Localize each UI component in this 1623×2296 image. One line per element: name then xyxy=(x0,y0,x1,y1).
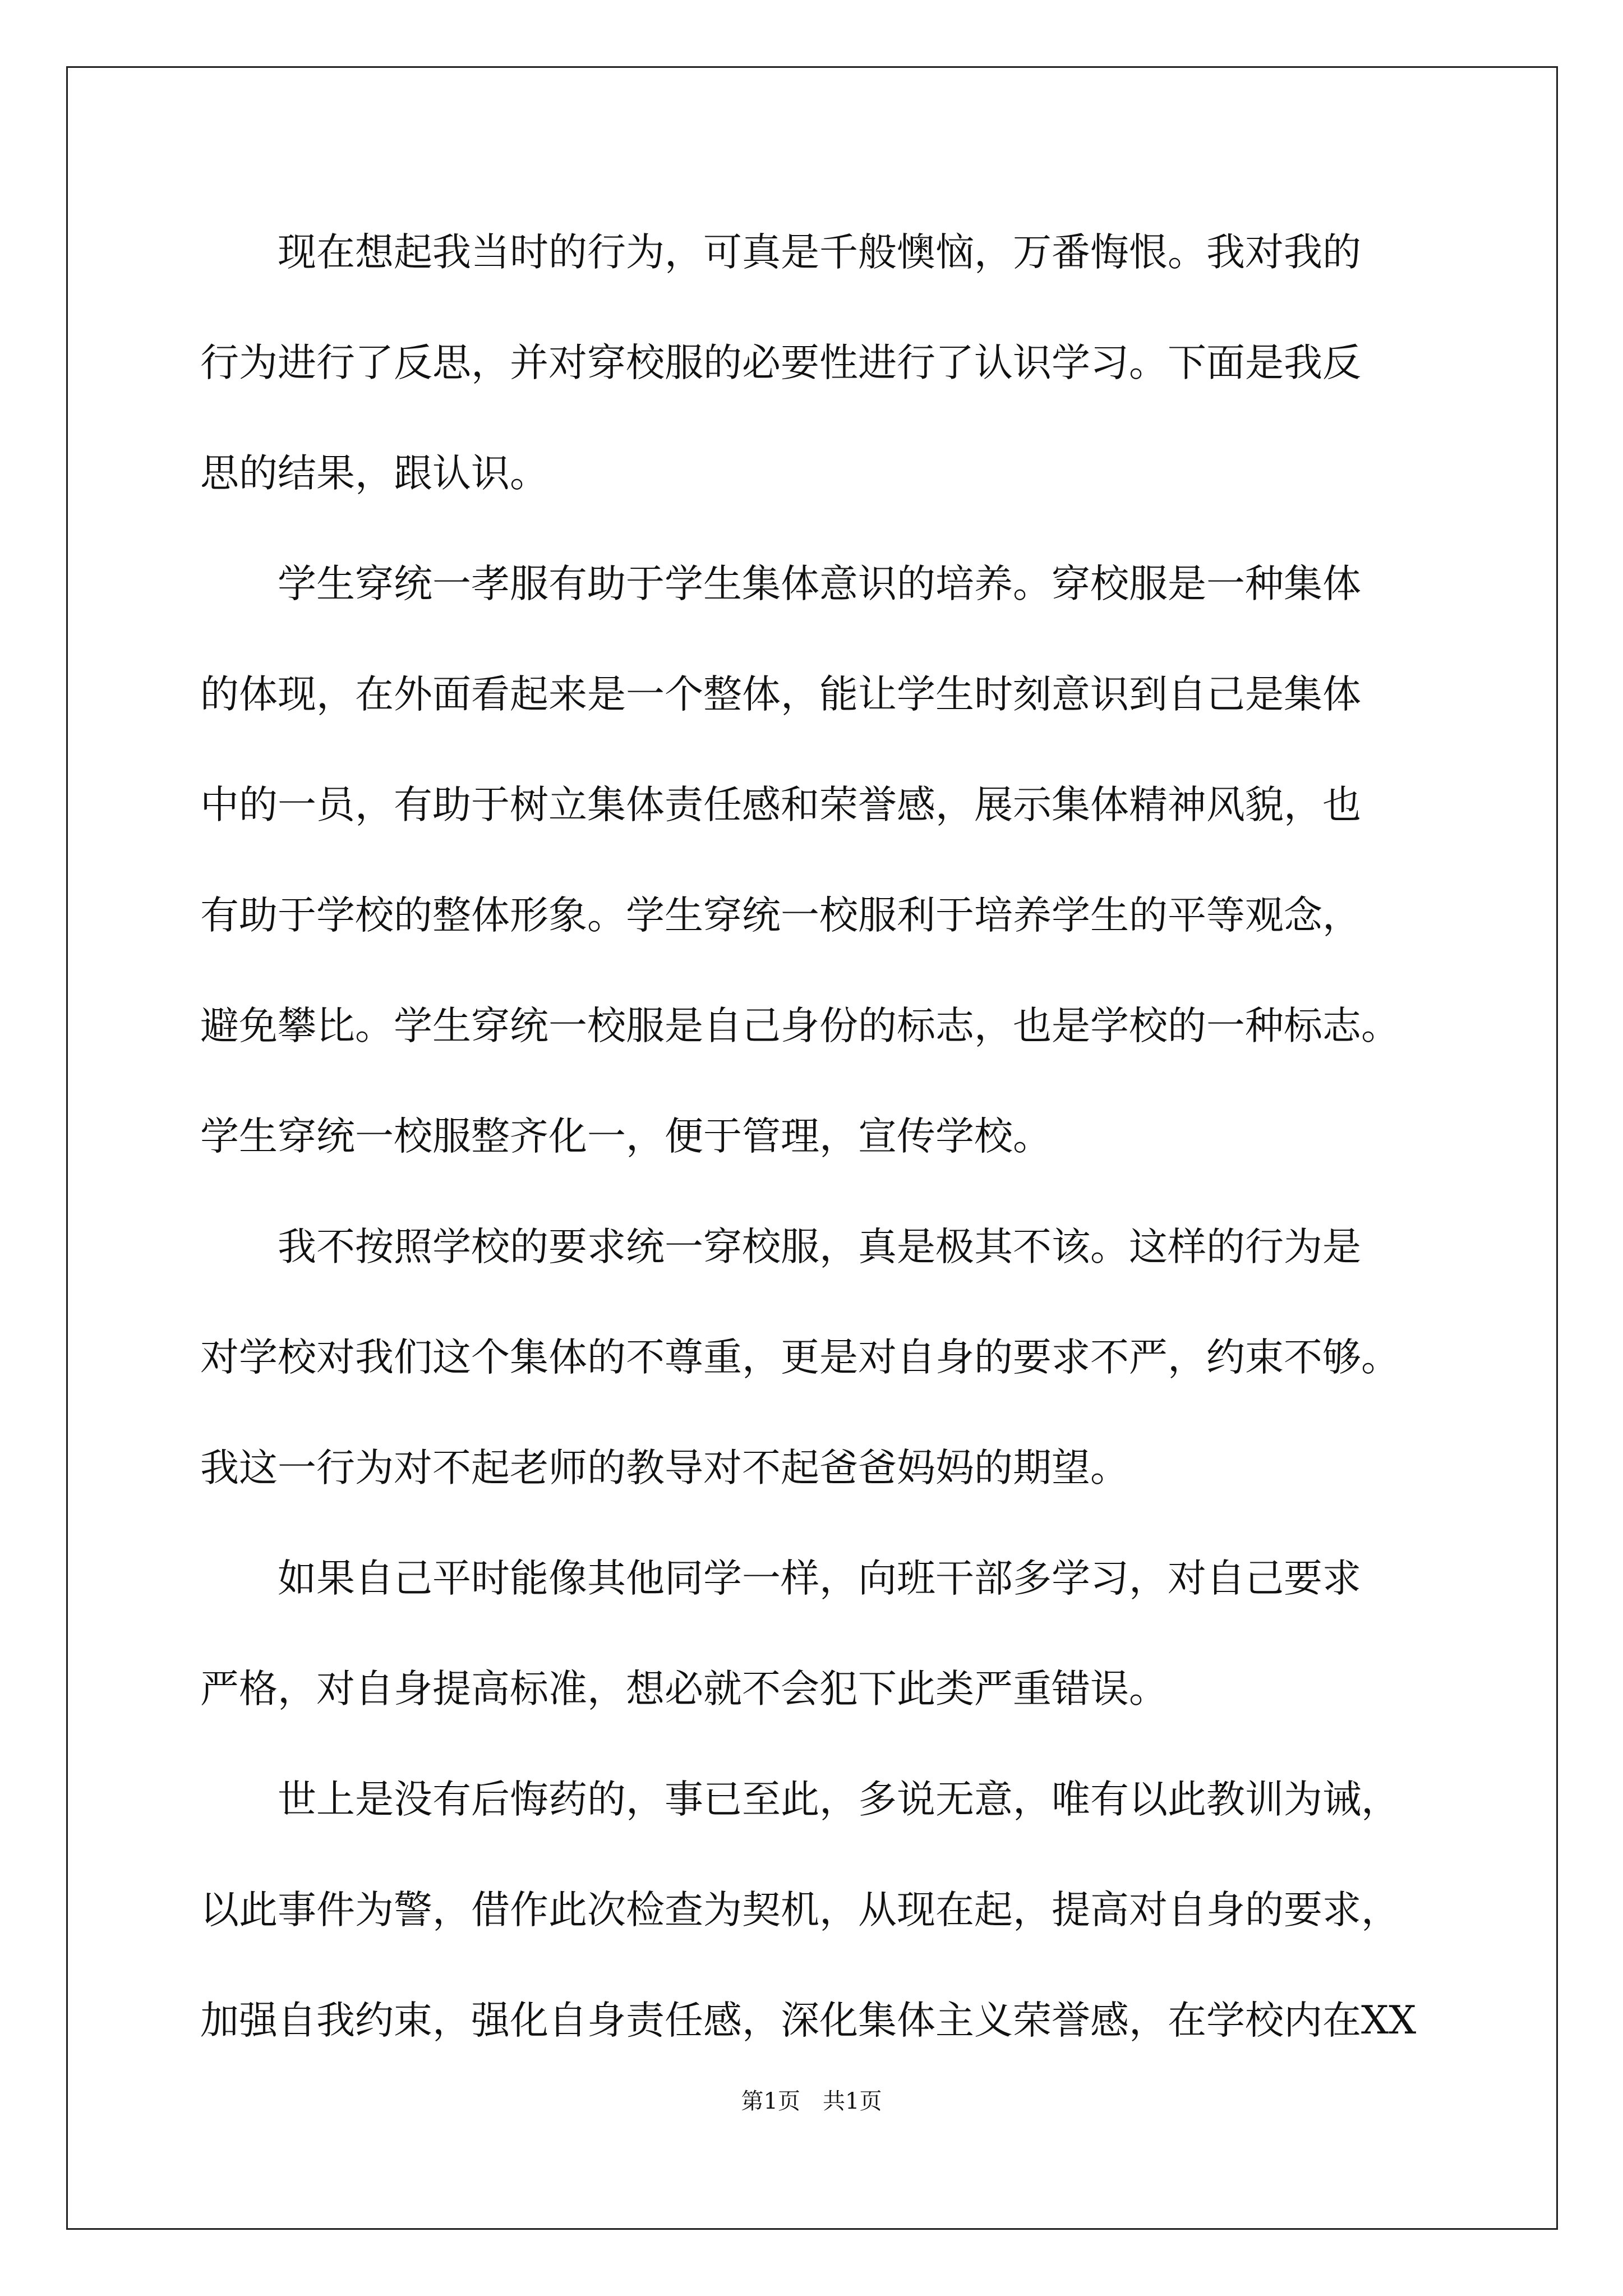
text-line: 如果自己平时能像其他同学一样，向班干部多学习，对自己要求 xyxy=(200,1556,1361,1601)
text-line: 学生穿统一校服整齐化一，便于管理，宣传学校。 xyxy=(200,1114,1052,1159)
text-line: 学生穿统一孝服有助于学生集体意识的培养。穿校服是一种集体 xyxy=(200,562,1361,606)
text-line: 有助于学校的整体形象。学生穿统一校服利于培养学生的平等观念， xyxy=(200,893,1361,938)
text-line: 我不按照学校的要求统一穿校服，真是极其不该。这样的行为是 xyxy=(200,1225,1361,1269)
text-line: 严格，对自身提高标准，想必就不会犯下此类严重错误。 xyxy=(200,1667,1168,1711)
text-line: 加强自我约束，强化自身责任感，深化集体主义荣誉感，在学校内在XX xyxy=(200,1998,1417,2043)
page-number-footer: 第1页 共1页 xyxy=(741,2088,882,2114)
text-line: 的体现，在外面看起来是一个整体，能让学生时刻意识到自己是集体 xyxy=(200,672,1361,717)
text-line: 行为进行了反思，并对穿校服的必要性进行了认识学习。下面是我反 xyxy=(200,341,1361,385)
text-line: 避免攀比。学生穿统一校服是自己身份的标志，也是学校的一种标志。 xyxy=(200,1004,1400,1048)
text-line: 现在想起我当时的行为，可真是千般懊恼，万番悔恨。我对我的 xyxy=(200,230,1361,275)
text-line: 中的一员，有助于树立集体责任感和荣誉感，展示集体精神风貌，也 xyxy=(200,783,1361,827)
text-line: 对学校对我们这个集体的不尊重，更是对自身的要求不严，约束不够。 xyxy=(200,1335,1400,1380)
text-line: 以此事件为警，借作此次检查为契机，从现在起，提高对自身的要求， xyxy=(200,1888,1400,1932)
text-line: 我这一行为对不起老师的教导对不起爸爸妈妈的期望。 xyxy=(200,1446,1129,1490)
text-line: 世上是没有后悔药的，事已至此，多说无意，唯有以此教训为诫， xyxy=(200,1777,1400,1822)
text-line: 思的结果，跟认识。 xyxy=(200,451,548,496)
